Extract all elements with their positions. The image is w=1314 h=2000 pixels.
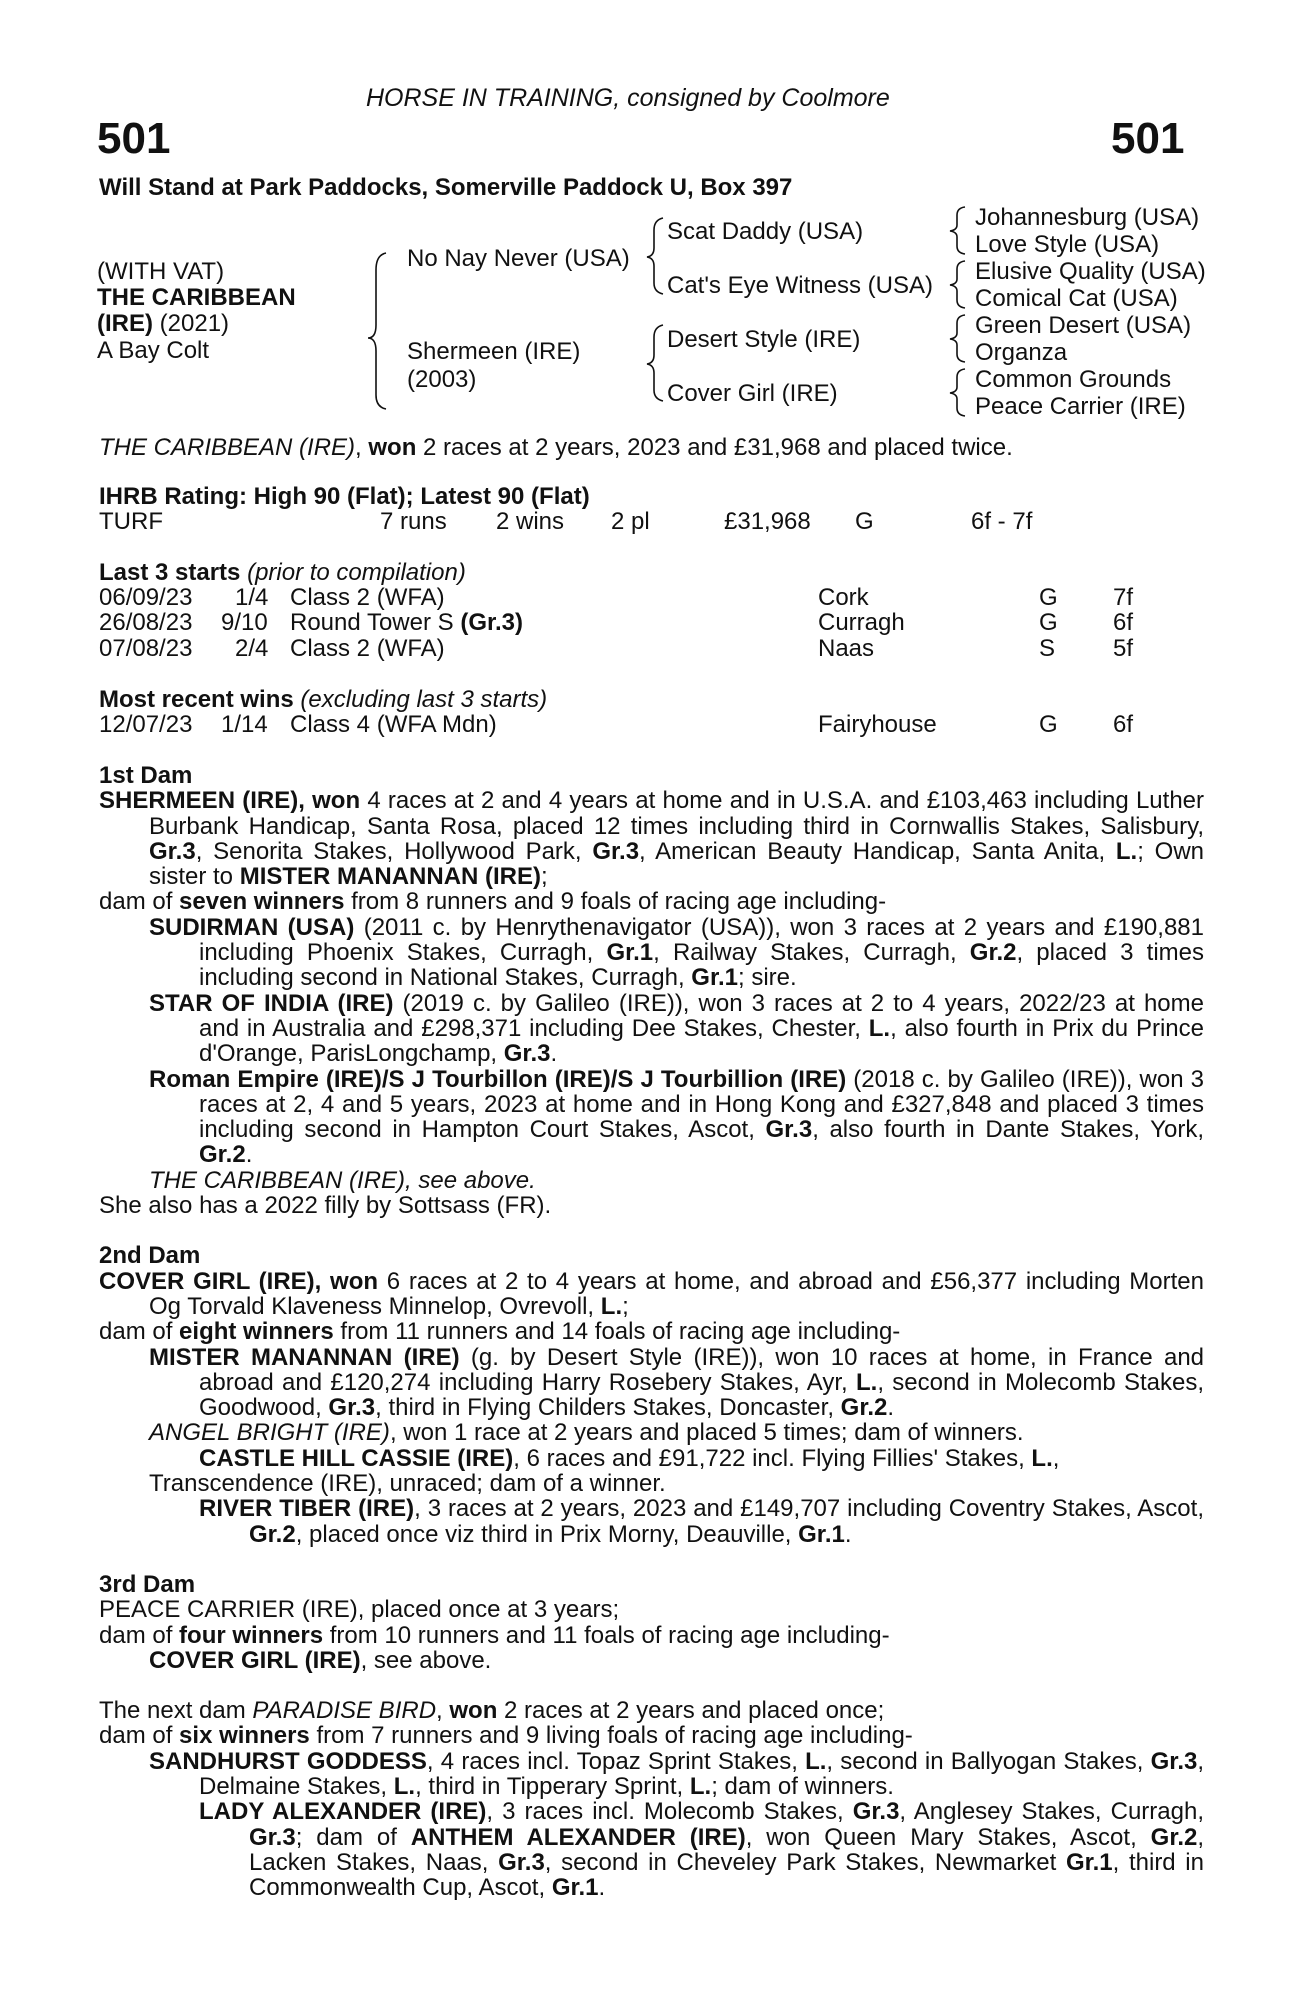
- start-date: 26/08/23: [99, 609, 193, 636]
- win-race: Class 4 (WFA Mdn): [290, 711, 497, 738]
- pedigree-dam: Shermeen (IRE): [407, 338, 581, 365]
- pedigree-g3-8: Peace Carrier (IRE): [975, 393, 1186, 420]
- pedigree-dam-dam: Cover Girl (IRE): [667, 380, 838, 407]
- lot-number-right: 501: [1111, 114, 1185, 163]
- next-dam-produce: dam of six winners from 7 runners and 9 living foals of racing age including-: [99, 1722, 913, 1750]
- start-going: S: [1039, 635, 1056, 662]
- rating-wins: 2 wins: [496, 508, 565, 535]
- start-course: Curragh: [818, 609, 905, 636]
- angel-bright-entry: ANGEL BRIGHT (IRE), won 1 race at 2 years and placed 5 times; dam of winners.: [149, 1419, 1024, 1447]
- rating-title: IHRB Rating: High 90 (Flat); Latest 90 (Flat): [99, 483, 590, 510]
- start-date: 06/09/23: [99, 584, 193, 611]
- first-dam-heading: 1st Dam: [99, 762, 193, 789]
- lot-number-left: 501: [97, 114, 171, 163]
- start-course: Naas: [818, 635, 875, 662]
- recent-wins-title: Most recent wins (excluding last 3 starts): [99, 686, 548, 713]
- start-going: G: [1039, 609, 1058, 636]
- sandhurst-goddess-entry: SANDHURST GODDESS, 4 races incl. Topaz Sprint Stakes, L., second in Ballyogan Stakes, Gr.3, Delmaine Stakes, L., third in Tipperary Sprint, L.; dam of winners.: [149, 1747, 1205, 1800]
- start-date: 07/08/23: [99, 635, 193, 662]
- race-summary: THE CARIBBEAN (IRE), won 2 races at 2 years, 2023 and £31,968 and placed twice.: [99, 434, 1013, 461]
- pedigree-sire-sire: Scat Daddy (USA): [667, 218, 864, 245]
- pedigree-g3-4: Comical Cat (USA): [975, 285, 1178, 312]
- third-dam-heading: 3rd Dam: [99, 1570, 196, 1598]
- transcendence-entry: Transcendence (IRE), unraced; dam of a winner.: [149, 1470, 666, 1498]
- win-course: Fairyhouse: [818, 711, 937, 738]
- shermeen-entry: SHERMEEN (IRE), won 4 races at 2 and 4 years at home and in U.S.A. and £103,463 including Luther Burbank Handicap, Santa Rosa, placed 12 times including third in Cornwallis Stakes, Salisbury, Gr.3, Senorita Stakes, Hollywood Park, Gr.3, American Beauty Handicap, Santa Anita, L.; Own sister to MISTER MANANNAN (IRE);: [99, 787, 1205, 891]
- horse-name: THE CARIBBEAN: [97, 284, 296, 311]
- roman-empire-entry: Roman Empire (IRE)/S J Tourbillon (IRE)/S J Tourbillion (IRE) (2018 c. by Galileo (IRE)), won 3 races at 2, 4 and 5 years, 2023 at home and in Hong Kong and £327,848 and placed 3 times including second in Hampton Court Stakes, Ascot, Gr.3, also fourth in Dante Stakes, York, Gr.2.: [149, 1065, 1204, 1169]
- last-starts-title: Last 3 starts (prior to compilation): [99, 559, 466, 586]
- mister-manannan-entry: MISTER MANANNAN (IRE) (g. by Desert Style (IRE)), won 10 races at home, in France and abroad and £120,274 including Harry Rosebery Stakes, Ayr, L., second in Molecomb Stakes, Goodwood, Gr.3, third in Flying Childers Stakes, Doncaster, Gr.2.: [149, 1343, 1205, 1422]
- shermeen-produce: dam of seven winners from 8 runners and 9 foals of racing age including-: [99, 888, 887, 916]
- start-distance: 5f: [1113, 635, 1134, 662]
- family-section: [99, 763, 1204, 1900]
- start-position: 9/10: [221, 609, 268, 636]
- rating-distance: 6f - 7f: [971, 508, 1033, 535]
- lady-alexander-entry: LADY ALEXANDER (IRE), 3 races incl. Molecomb Stakes, Gr.3, Anglesey Stakes, Curragh, Gr.3; dam of ANTHEM ALEXANDER (IRE), won Queen Mary Stakes, Ascot, Gr.2, Lacken Stakes, Naas, Gr.3, second in Cheveley Park Stakes, Newmarket Gr.1, third in Commonwealth Cup, Ascot, Gr.1.: [199, 1798, 1205, 1902]
- stabling-line: Will Stand at Park Paddocks, Somerville Paddock U, Box 397: [99, 174, 793, 201]
- star-of-india-entry: STAR OF INDIA (IRE) (2019 c. by Galileo (IRE)), won 3 races at 2 to 4 years, 2022/23 at home and in Australia and £298,371 including Dee Stakes, Chester, L., also fourth in Prix du Prince d'Orange, ParisLongchamp, Gr.3.: [149, 989, 1205, 1068]
- peace-carrier-produce: dam of four winners from 10 runners and 11 foals of racing age including-: [99, 1621, 890, 1649]
- pedigree-g3-6: Organza: [975, 339, 1068, 366]
- pedigree-g3-2: Love Style (USA): [975, 231, 1160, 258]
- consignor-line: HORSE IN TRAINING, consigned by Coolmore: [366, 84, 890, 112]
- castle-hill-cassie-entry: CASTLE HILL CASSIE (IRE), 6 races and £91,722 incl. Flying Fillies' Stakes, L.,: [199, 1444, 1060, 1472]
- start-race: Class 2 (WFA): [290, 635, 445, 662]
- start-race: Round Tower S (Gr.3): [290, 609, 524, 636]
- rating-placed: 2 pl: [611, 508, 650, 535]
- pedigree-sire-dam: Cat's Eye Witness (USA): [667, 272, 933, 299]
- pedigree-dam-sire: Desert Style (IRE): [667, 326, 861, 353]
- start-race: Class 2 (WFA): [290, 584, 445, 611]
- caribbean-reference: THE CARIBBEAN (IRE), see above.: [149, 1166, 536, 1194]
- cover-girl-entry: COVER GIRL (IRE), won 6 races at 2 to 4 years at home, and abroad and £56,377 including Morten Og Torvald Klaveness Minnelop, Ovrevoll, L.;: [99, 1267, 1204, 1320]
- cover-girl-reference: COVER GIRL (IRE), see above.: [149, 1646, 492, 1674]
- shermeen-also: She also has a 2022 filly by Sottsass (FR).: [99, 1192, 552, 1220]
- win-date: 12/07/23: [99, 711, 193, 738]
- start-position: 1/4: [235, 584, 269, 611]
- rating-surface: TURF: [99, 508, 163, 535]
- pedigree-g3-3: Elusive Quality (USA): [975, 258, 1206, 285]
- rating-runs: 7 runs: [380, 508, 447, 535]
- start-course: Cork: [818, 584, 869, 611]
- win-position: 1/14: [221, 711, 268, 738]
- sudirman-entry: SUDIRMAN (USA) (2011 c. by Henrythenavigator (USA)), won 3 races at 2 years and £190,881 including Phoenix Stakes, Curragh, Gr.1, Railway Stakes, Curragh, Gr.2, placed 3 times including second in National Stakes, Curragh, Gr.1; sire.: [149, 913, 1204, 992]
- horse-description: A Bay Colt: [97, 337, 210, 364]
- pedigree-sire: No Nay Never (USA): [407, 245, 630, 272]
- next-dam-intro: The next dam PARADISE BIRD, won 2 races at 2 years and placed once;: [99, 1697, 885, 1725]
- start-going: G: [1039, 584, 1058, 611]
- pedigree-g3-5: Green Desert (USA): [975, 312, 1192, 339]
- vat-note: (WITH VAT): [97, 258, 225, 285]
- pedigree-dam-year: (2003): [407, 366, 477, 393]
- start-position: 2/4: [235, 635, 269, 662]
- horse-origin: (IRE) (2021): [97, 310, 230, 337]
- rating-earnings: £31,968: [724, 508, 811, 535]
- start-distance: 7f: [1113, 584, 1134, 611]
- second-dam-heading: 2nd Dam: [99, 1242, 201, 1270]
- pedigree-g3-1: Johannesburg (USA): [975, 204, 1200, 231]
- cover-girl-produce: dam of eight winners from 11 runners and 14 foals of racing age including-: [99, 1318, 901, 1346]
- pedigree-g3-7: Common Grounds: [975, 366, 1172, 393]
- rating-going: G: [855, 508, 874, 535]
- win-going: G: [1039, 711, 1058, 738]
- peace-carrier-entry: PEACE CARRIER (IRE), placed once at 3 years;: [99, 1596, 620, 1624]
- river-tiber-entry: RIVER TIBER (IRE), 3 races at 2 years, 2023 and £149,707 including Coventry Stakes, Ascot, Gr.2, placed once viz third in Prix Morny, Deauville, Gr.1.: [199, 1495, 1204, 1548]
- start-distance: 6f: [1113, 609, 1134, 636]
- win-distance: 6f: [1113, 711, 1134, 738]
